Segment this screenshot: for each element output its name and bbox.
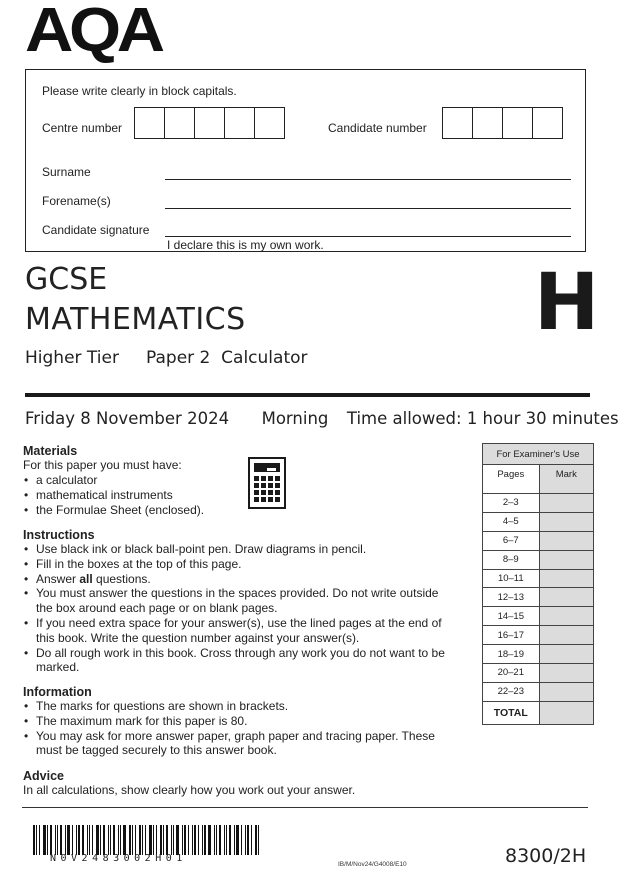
- mark-cell: [539, 569, 593, 588]
- barcode-bar: [234, 825, 235, 855]
- barcode-bar: [76, 825, 77, 855]
- barcode-bar: [120, 825, 121, 855]
- footer-divider: [22, 807, 588, 808]
- barcode-bar: [123, 825, 126, 855]
- list-item: • mathematical instruments: [23, 488, 243, 503]
- barcode-bar: [182, 825, 183, 855]
- barcode-bar: [55, 825, 56, 855]
- total-mark-cell: [539, 701, 593, 724]
- barcode-bar: [103, 825, 105, 855]
- advice-section: [23, 769, 463, 798]
- barcode-bar: [89, 825, 90, 855]
- candidate-number-field[interactable]: [443, 107, 563, 139]
- barcode-bar: [43, 825, 46, 855]
- block-capitals-instruction: Please write clearly in block capitals.: [42, 84, 237, 98]
- barcode-bar: [171, 825, 172, 855]
- mark-cell: [539, 664, 593, 683]
- table-row: 20–21: [483, 664, 594, 683]
- barcode-bar: [118, 825, 119, 855]
- barcode-bar: [226, 825, 227, 855]
- barcode-bar: [247, 825, 249, 855]
- barcode-bar: [60, 825, 62, 855]
- surname-field[interactable]: [165, 179, 571, 180]
- mark-cell: [539, 607, 593, 626]
- mark-cell: [539, 588, 593, 607]
- signature-label: Candidate signature: [42, 223, 150, 237]
- information-section: [23, 685, 448, 758]
- barcode-bar: [145, 825, 146, 855]
- list-item: • If you need extra space for your answer(s), use the lined pages at the end of this book. Write the question number against your answer(s).: [23, 616, 448, 646]
- table-row: 14–15: [483, 607, 594, 626]
- exam-date: Friday 8 November 2024: [25, 409, 230, 428]
- centre-number-label: Centre number: [42, 121, 123, 135]
- advice-heading: Advice: [23, 769, 64, 783]
- title-divider: [25, 393, 590, 397]
- barcode-bar: [202, 825, 203, 855]
- barcode-text: N0V2483002H01: [50, 853, 187, 864]
- subject-title: MATHEMATICS: [25, 302, 246, 337]
- barcode-bar: [72, 825, 73, 855]
- barcode-bar: [245, 825, 246, 855]
- centre-number-field[interactable]: [135, 107, 285, 139]
- barcode-bar: [229, 825, 231, 855]
- barcode-bar: [100, 825, 101, 855]
- list-item: • Answer all questions.: [23, 572, 448, 587]
- table-row: 12–13: [483, 588, 594, 607]
- barcode-bar: [96, 825, 99, 855]
- centre-number-digit-box[interactable]: [134, 107, 165, 139]
- barcode-bar: [198, 825, 199, 855]
- barcode-bar: [135, 825, 136, 855]
- table-row: 4–5: [483, 512, 594, 531]
- paper-code: 8300/2H: [505, 845, 587, 867]
- document-reference: IB/M/Nov24/G4008/E10: [338, 861, 407, 868]
- list-item: • The marks for questions are shown in brackets.: [23, 699, 448, 714]
- barcode-bar: [194, 825, 196, 855]
- centre-number-digit-box[interactable]: [164, 107, 195, 139]
- barcode-bar: [236, 825, 239, 855]
- candidate-number-digit-box[interactable]: [502, 107, 533, 139]
- forenames-label: Forename(s): [42, 194, 111, 208]
- signature-field[interactable]: [165, 236, 571, 237]
- barcode-bar: [173, 825, 174, 855]
- table-row: 10–11: [483, 569, 594, 588]
- information-heading: Information: [23, 685, 92, 699]
- mark-cell: [539, 626, 593, 645]
- list-item: • Use black ink or black ball-point pen. Draw diagrams in pencil.: [23, 542, 448, 557]
- barcode-bar: [188, 825, 189, 855]
- declaration-text: I declare this is my own work.: [167, 238, 324, 252]
- barcode-bar: [204, 825, 206, 855]
- mark-cell: [539, 682, 593, 701]
- candidate-details-box: [25, 69, 586, 252]
- list-item: • Do all rough work in this book. Cross through any work you do not want to be marked.: [23, 646, 448, 676]
- barcode-bar: [184, 825, 186, 855]
- materials-heading: Materials: [23, 444, 78, 458]
- barcode-bar: [47, 825, 48, 855]
- barcode-bar: [33, 825, 35, 855]
- barcode-bar: [216, 825, 217, 855]
- examiner-use-table: [482, 443, 594, 725]
- mark-cell: [539, 645, 593, 664]
- table-row: 22–23: [483, 682, 594, 701]
- materials-section: [23, 444, 243, 517]
- list-item: • a calculator: [23, 473, 243, 488]
- mark-cell: [539, 512, 593, 531]
- barcode-bar: [208, 825, 211, 855]
- time-allowed: Time allowed: 1 hour 30 minutes: [346, 409, 619, 428]
- centre-number-digit-box[interactable]: [194, 107, 225, 139]
- list-item: • You may ask for more answer paper, graph paper and tracing paper. These must be tagged securely to this answer book.: [23, 729, 448, 759]
- total-row: [483, 701, 594, 724]
- instructions-list: [23, 542, 448, 675]
- list-item: • the Formulae Sheet (enclosed).: [23, 503, 243, 518]
- barcode-bar: [108, 825, 109, 855]
- calculator-icon: [248, 457, 286, 509]
- candidate-number-digit-box[interactable]: [532, 107, 563, 139]
- materials-list: [23, 473, 243, 517]
- barcode: [33, 825, 263, 855]
- materials-intro: For this paper you must have:: [23, 458, 182, 472]
- barcode-bar: [163, 825, 164, 855]
- candidate-number-label: Candidate number: [328, 121, 427, 135]
- list-item: • You must answer the questions in the spaces provided. Do not write outside the box around each page or on blank pages.: [23, 586, 448, 616]
- barcode-bar: [192, 825, 193, 855]
- barcode-bar: [241, 825, 242, 855]
- barcode-bar: [258, 825, 259, 855]
- tier-label: Higher Tier: [25, 348, 119, 368]
- barcode-bar: [214, 825, 215, 855]
- barcode-bar: [132, 825, 133, 855]
- table-row: 18–19: [483, 645, 594, 664]
- barcode-bar: [65, 825, 66, 855]
- barcode-bar: [149, 825, 152, 855]
- barcode-bar: [50, 825, 52, 855]
- mark-cell: [539, 550, 593, 569]
- centre-number-digit-box[interactable]: [254, 107, 285, 139]
- aqa-logo: AQA: [25, 0, 161, 65]
- total-label: TOTAL: [483, 701, 540, 724]
- instructions-heading: Instructions: [23, 528, 95, 542]
- table-row: 16–17: [483, 626, 594, 645]
- barcode-bar: [39, 825, 40, 855]
- exam-info-row: [25, 409, 619, 428]
- barcode-bar: [160, 825, 162, 855]
- barcode-bar: [57, 825, 58, 855]
- advice-text: In all calculations, show clearly how you work out your answer.: [23, 783, 356, 797]
- candidate-number-digit-box[interactable]: [472, 107, 503, 139]
- barcode-bar: [251, 825, 252, 855]
- barcode-bar: [166, 825, 168, 855]
- barcode-bar: [156, 825, 157, 855]
- list-item: • Fill in the boxes at the top of this page.: [23, 557, 448, 572]
- barcode-bar: [87, 825, 88, 855]
- barcode-bar: [67, 825, 70, 855]
- barcode-bar: [113, 825, 115, 855]
- examiner-table-title: For Examiner's Use: [483, 444, 594, 465]
- tier-letter: H: [534, 258, 600, 348]
- barcode-bar: [142, 825, 143, 855]
- barcode-bar: [224, 825, 225, 855]
- table-row: 8–9: [483, 550, 594, 569]
- barcode-bar: [129, 825, 131, 855]
- barcode-bar: [92, 825, 93, 855]
- paper-label: Paper 2 Calculator: [146, 348, 308, 368]
- barcode-bar: [82, 825, 84, 855]
- barcode-bar: [36, 825, 37, 855]
- exam-session: Morning: [261, 409, 329, 428]
- barcode-bar: [153, 825, 154, 855]
- surname-label: Surname: [42, 165, 91, 179]
- list-item: • The maximum mark for this paper is 80.: [23, 714, 448, 729]
- forenames-field[interactable]: [165, 208, 571, 209]
- barcode-bar: [139, 825, 141, 855]
- barcode-bar: [78, 825, 80, 855]
- mark-cell: [539, 531, 593, 550]
- pages-column-header: Pages: [483, 465, 540, 494]
- information-list: [23, 699, 448, 758]
- barcode-bar: [255, 825, 257, 855]
- mark-cell: [539, 494, 593, 513]
- instructions-section: [23, 528, 448, 675]
- barcode-bar: [176, 825, 179, 855]
- candidate-number-digit-box[interactable]: [442, 107, 473, 139]
- barcode-bar: [219, 825, 221, 855]
- barcode-bar: [110, 825, 111, 855]
- table-row: 2–3: [483, 494, 594, 513]
- qualification-title: GCSE: [25, 262, 108, 297]
- table-row: 6–7: [483, 531, 594, 550]
- centre-number-digit-box[interactable]: [224, 107, 255, 139]
- mark-column-header: Mark: [539, 465, 593, 494]
